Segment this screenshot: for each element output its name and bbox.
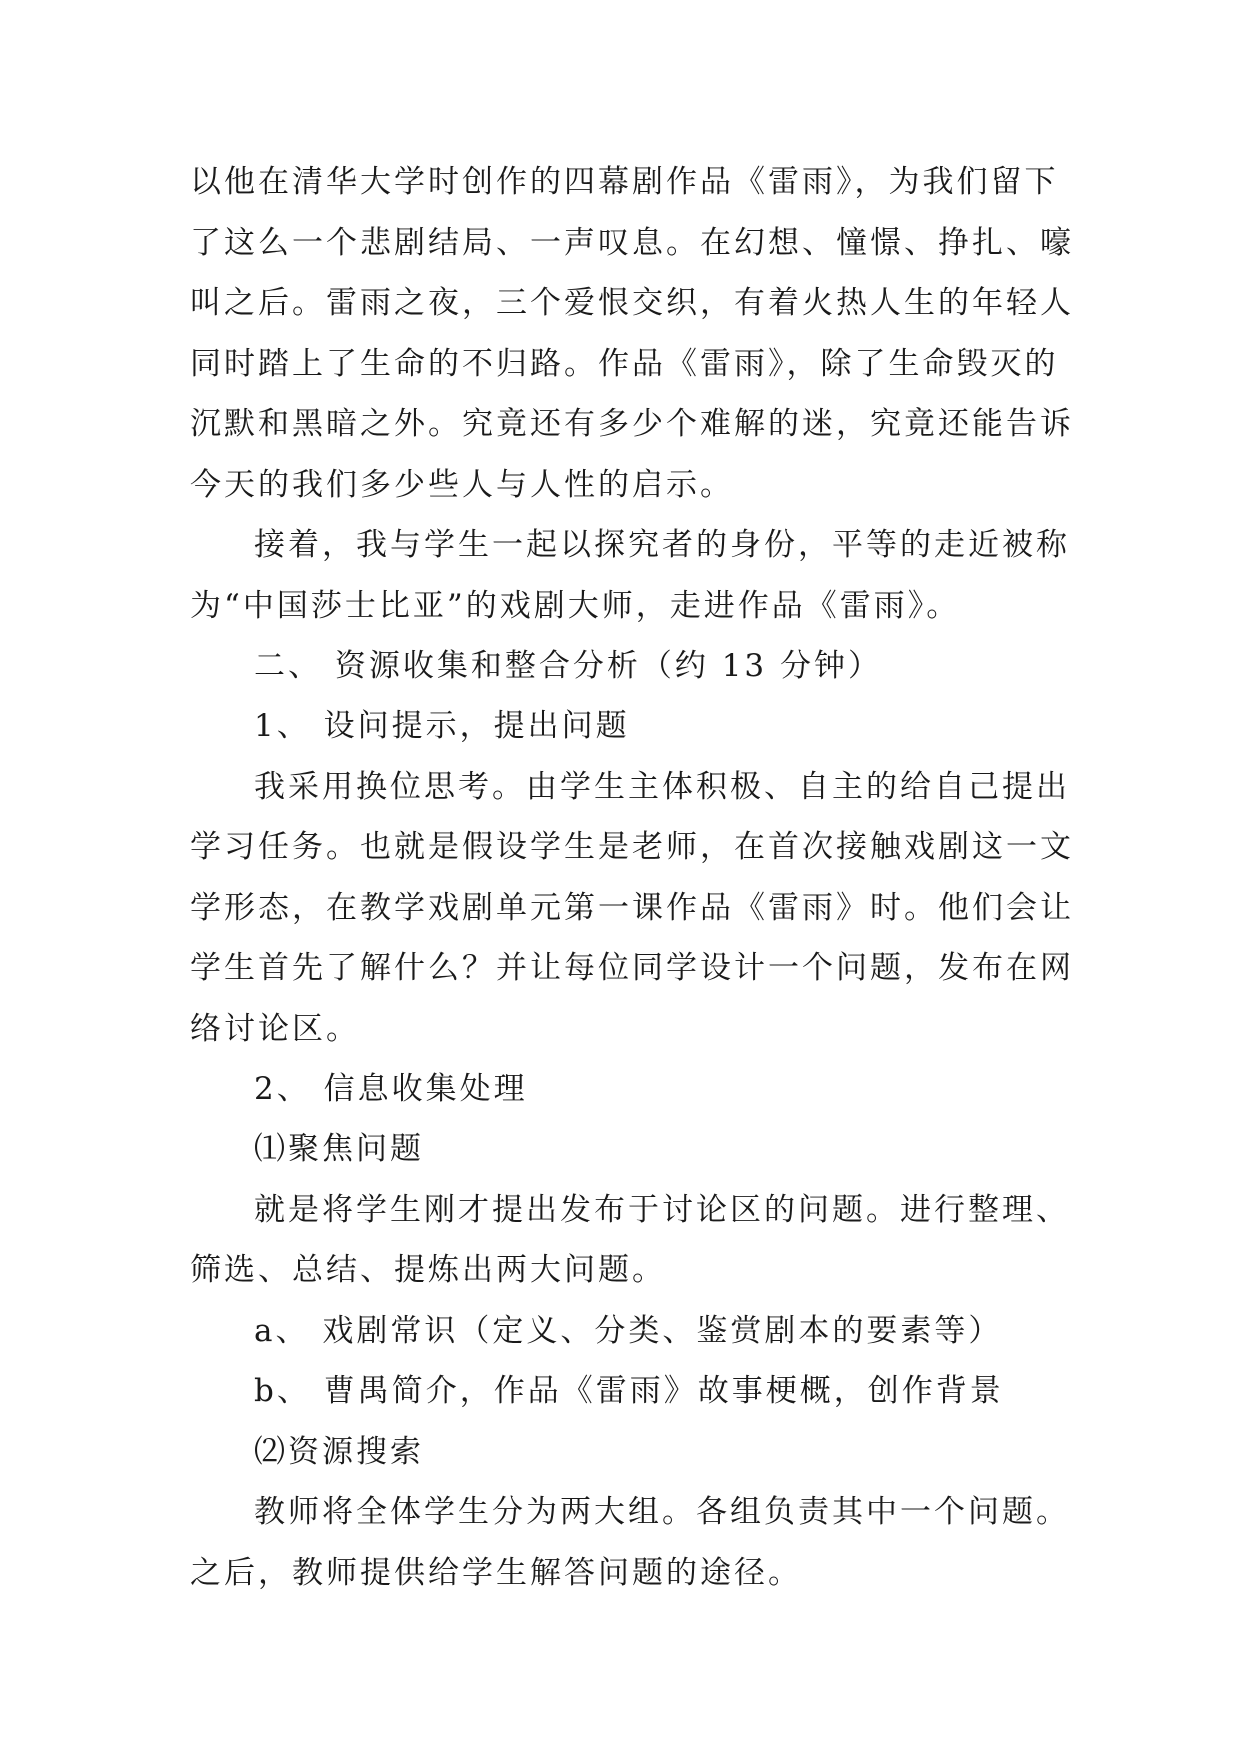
item-heading: ⑵资源搜索: [254, 1434, 424, 1470]
paragraph-line: 同时踏上了生命的不归路。作品《雷雨》，除了生命毁灭的: [190, 346, 1059, 382]
paragraph-line: 我采用换位思考。由学生主体积极、自主的给自己提出: [254, 769, 1070, 805]
paragraph-line: 络讨论区。: [190, 1011, 360, 1047]
paragraph-line: 沉默和黑暗之外。究竟还有多少个难解的迷，究竟还能告诉: [190, 406, 1074, 442]
section-heading: 二、 资源收集和整合分析（约 13 分钟）: [254, 648, 883, 684]
paragraph-line: 学习任务。也就是假设学生是老师，在首次接触戏剧这一文: [190, 829, 1074, 865]
paragraph-line: 学生首先了解什么？并让每位同学设计一个问题，发布在网: [190, 950, 1074, 986]
paragraph-line: 筛选、总结、提炼出两大问题。: [190, 1252, 666, 1288]
paragraph-line: 教师将全体学生分为两大组。各组负责其中一个问题。: [254, 1494, 1070, 1530]
paragraph-line: 之后，教师提供给学生解答问题的途径。: [190, 1555, 802, 1591]
paragraph-line: 今天的我们多少些人与人性的启示。: [190, 467, 734, 503]
paragraph-line: 就是将学生刚才提出发布于讨论区的问题。进行整理、: [254, 1192, 1070, 1228]
item-heading: ⑴聚焦问题: [254, 1131, 424, 1167]
paragraph-line: 学形态，在教学戏剧单元第一课作品《雷雨》时。他们会让: [190, 890, 1074, 926]
paragraph-line: 以他在清华大学时创作的四幕剧作品《雷雨》，为我们留下: [190, 164, 1059, 200]
list-item: a、 戏剧常识（定义、分类、鉴赏剧本的要素等）: [254, 1313, 1003, 1349]
list-item: b、 曹禺简介，作品《雷雨》故事梗概，创作背景: [254, 1373, 1004, 1409]
paragraph-line: 叫之后。雷雨之夜，三个爱恨交织，有着火热人生的年轻人: [190, 285, 1074, 321]
subsection-heading: 1、 设问提示，提出问题: [254, 708, 630, 744]
paragraph-line: 了这么一个悲剧结局、一声叹息。在幻想、憧憬、挣扎、嚎: [190, 225, 1074, 261]
paragraph-line: 为“中国莎士比亚”的戏剧大师，走进作品《雷雨》。: [190, 588, 961, 624]
paragraph-line: 接着，我与学生一起以探究者的身份，平等的走近被称: [254, 527, 1070, 563]
subsection-heading: 2、 信息收集处理: [254, 1071, 528, 1107]
